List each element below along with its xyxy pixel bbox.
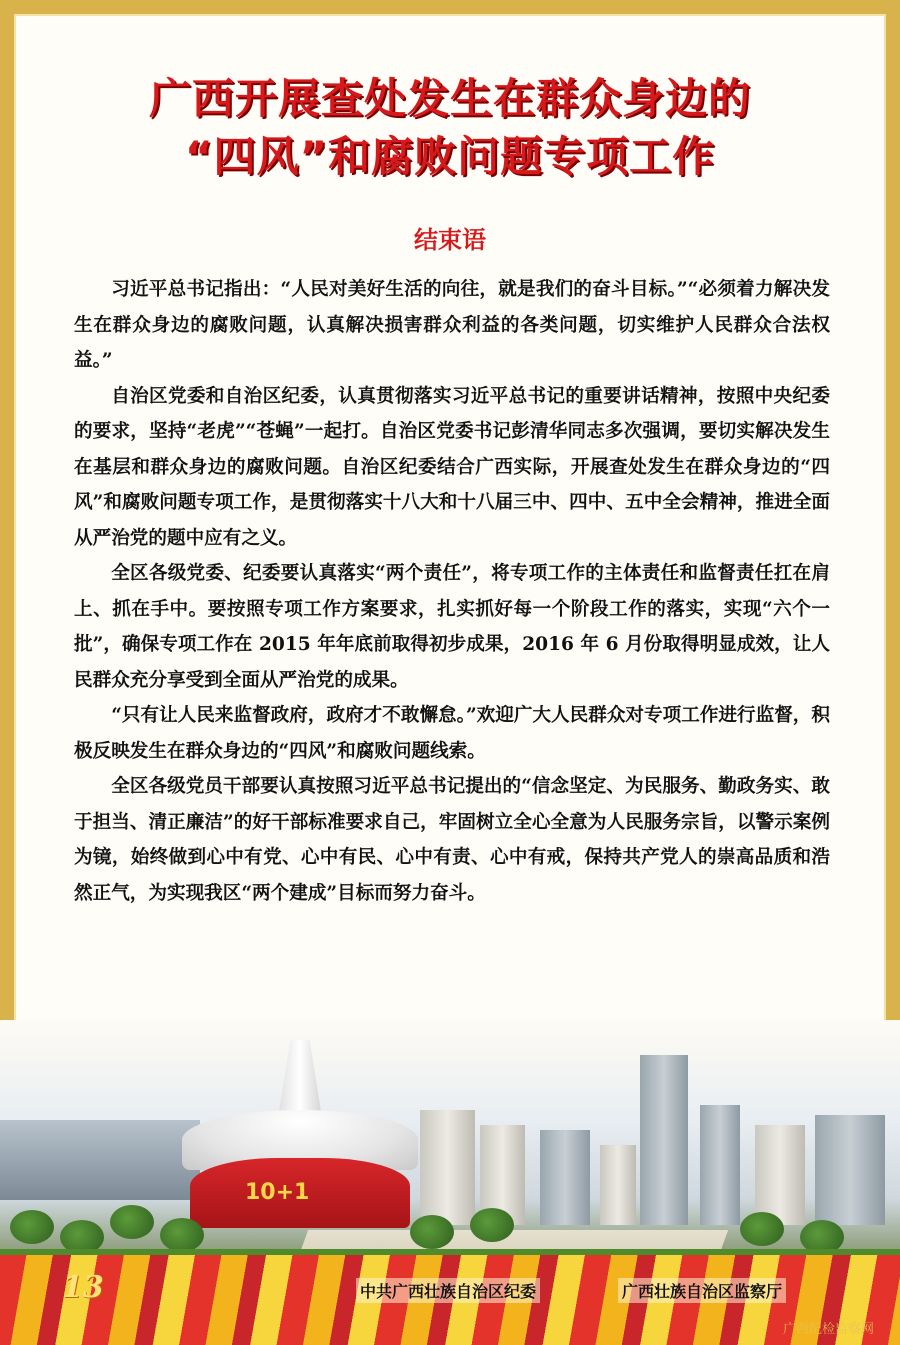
hall-sign: 10+1: [245, 1180, 310, 1205]
tree: [110, 1205, 154, 1239]
section-heading: 结束语: [414, 226, 486, 254]
tree: [470, 1208, 514, 1242]
title-line-2: “四风”和腐败问题专项工作: [184, 132, 716, 181]
page-number: 13: [62, 1270, 104, 1305]
paragraph-1: 习近平总书记指出：“人民对美好生活的向往，就是我们的奋斗目标。”“必须着力解决发生在群众身边的腐败问题，认真解决损害群众利益的各类问题，切实维护人民群众合法权益。”: [74, 279, 830, 371]
tree: [160, 1218, 204, 1252]
exhibition-hall: [0, 1120, 200, 1200]
title-line-1: 广西开展查处发生在群众身边的: [148, 74, 751, 123]
watermark: 广西纪检监察网: [782, 1322, 874, 1337]
org-commission: 中共广西壮族自治区纪委: [356, 1278, 540, 1303]
paragraph-3: 全区各级党委、纪委要认真落实“两个责任”，将专项工作的主体责任和监督责任扛在肩上、抓在手中。要按照专项工作方案要求，扎实抓好每一个阶段工作的落实，实现“六个一批”，确保专项工作在 2015 年年底前取得初步成果，2016 年 6 月份取得明显成效，让人民群众充分享受到全面从严治党的成果。: [74, 563, 830, 691]
article-body: [74, 272, 830, 911]
paragraph-4: “只有让人民来监督政府，政府才不敢懈怠。”欢迎广大人民群众对专项工作进行监督，积极反映发生在群众身边的“四风”和腐败问题线索。: [74, 705, 830, 762]
tree: [740, 1212, 784, 1246]
paragraph-5: 全区各级党员干部要认真按照习近平总书记提出的“信念坚定、为民服务、勤政务实、敢于担当、清正廉洁”的好干部标准要求自己，牢固树立全心全意为人民服务宗旨，以警示案例为镜，始终做到心中有党、心中有民、心中有责、心中有戒，保持共产党人的崇高品质和浩然正气，为实现我区“两个建成”目标而努力奋斗。: [74, 776, 830, 904]
footer: [0, 1270, 900, 1306]
tree: [10, 1210, 54, 1244]
page-title: [0, 70, 900, 186]
paragraph-2: 自治区党委和自治区纪委，认真贯彻落实习近平总书记的重要讲话精神，按照中央纪委的要求，坚持“老虎”“苍蝇”一起打。自治区党委书记彭清华同志多次强调，要切实解决发生在基层和群众身边的腐败问题。自治区纪委结合广西实际，开展查处发生在群众身边的“四风”和腐败问题专项工作，是贯彻落实十八大和十八届三中、四中、五中全会精神，推进全面从严治党的题中应有之义。: [74, 385, 830, 549]
tree: [410, 1215, 454, 1249]
org-supervision: 广西壮族自治区监察厅: [618, 1278, 786, 1303]
